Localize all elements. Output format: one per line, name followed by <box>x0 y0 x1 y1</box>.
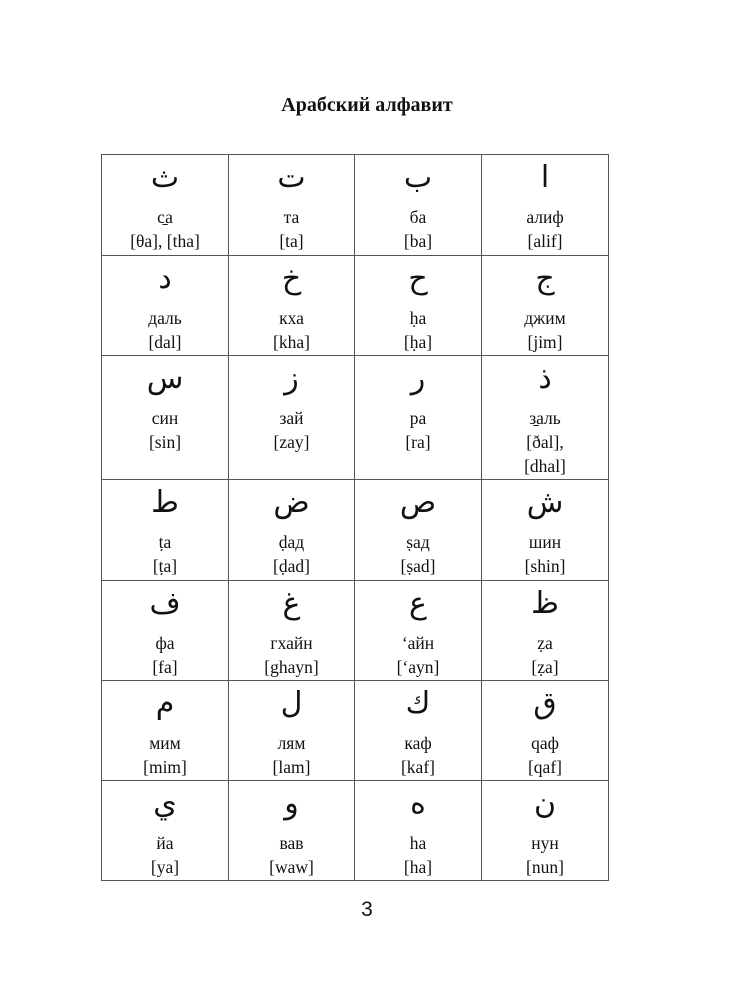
arabic-letter: و <box>284 786 299 821</box>
letter-transliteration: [qaf] <box>527 757 562 777</box>
letter-transliteration: [jim] <box>527 332 563 352</box>
arabic-letter: د <box>158 261 172 296</box>
arabic-letter: ز <box>284 361 299 396</box>
letter-cell <box>355 256 482 356</box>
arabic-letter: س <box>146 361 184 396</box>
arabic-letter: ه <box>410 786 426 821</box>
arabic-letter: ن <box>533 786 557 821</box>
letter-name: син <box>151 408 179 428</box>
letter-transliteration: [ẓa] <box>531 657 559 677</box>
letter-transliteration: [kaf] <box>400 757 435 777</box>
letter-cell <box>482 356 609 480</box>
letter-name: лям <box>277 733 306 753</box>
arabic-letter: ش <box>526 485 564 520</box>
letter-cell <box>355 155 482 256</box>
table-row <box>102 681 609 781</box>
letter-name: ẓа <box>537 633 553 653</box>
letter-name: фа <box>155 633 175 653</box>
letter-name: шин <box>528 532 562 552</box>
letter-cell <box>229 581 355 681</box>
letter-name: алиф <box>526 207 564 227</box>
letter-transliteration: [ya] <box>150 857 180 877</box>
letter-cell <box>102 681 229 781</box>
letter-cell <box>229 681 355 781</box>
arabic-letter: ض <box>273 485 310 520</box>
letter-transliteration: [sin] <box>148 432 182 452</box>
letter-transliteration: [ta] <box>279 231 304 251</box>
letter-name: ṣад <box>406 532 430 552</box>
letter-name: ба <box>409 207 427 227</box>
letter-cell <box>102 581 229 681</box>
arabic-letter: ث <box>150 160 180 195</box>
letter-name: ṭа <box>158 532 172 552</box>
alphabet-table <box>101 154 609 881</box>
letter-transliteration: [ḍad] <box>273 556 310 576</box>
letter-name: ‘айн <box>401 633 435 653</box>
letter-transliteration: [dal] <box>148 332 182 352</box>
letter-cell <box>229 480 355 581</box>
letter-cell <box>102 155 229 256</box>
letter-transliteration: [ba] <box>403 231 433 251</box>
letter-cell <box>102 256 229 356</box>
letter-name: гхайн <box>270 633 313 653</box>
arabic-letter: ب <box>403 160 433 195</box>
page-number: 3 <box>361 898 373 921</box>
letter-name: ha <box>409 833 427 853</box>
table-row <box>102 480 609 581</box>
arabic-letter: ك <box>405 686 431 721</box>
letter-name: йа <box>156 833 174 853</box>
letter-transliteration: [lam] <box>272 757 311 777</box>
arabic-letter: غ <box>282 586 301 621</box>
letter-cell <box>102 356 229 480</box>
letter-transliteration: [kha] <box>273 332 310 352</box>
letter-cell <box>355 781 482 881</box>
arabic-letter: ح <box>408 261 428 296</box>
letter-transliteration: [fa] <box>152 657 178 677</box>
arabic-letter: ص <box>399 485 437 520</box>
letter-name: нун <box>531 833 559 853</box>
letter-transliteration: [ha] <box>403 857 433 877</box>
table-row <box>102 256 609 356</box>
letter-cell <box>482 681 609 781</box>
arabic-letter: ذ <box>538 361 552 396</box>
letter-cell <box>229 256 355 356</box>
letter-name: джим <box>524 308 566 328</box>
letter-cell <box>355 356 482 480</box>
arabic-letter: ع <box>409 586 427 621</box>
letter-transliteration: [mim] <box>143 757 187 777</box>
letter-cell <box>102 480 229 581</box>
arabic-letter: خ <box>281 261 302 296</box>
arabic-letter: ا <box>540 160 550 195</box>
letter-transliteration: [zay] <box>273 432 310 452</box>
letter-transliteration: [ra] <box>405 432 431 452</box>
letter-cell <box>482 781 609 881</box>
letter-name: ḍад <box>278 532 305 552</box>
letter-cell <box>229 781 355 881</box>
letter-transliteration-alt: [dhal] <box>524 456 566 476</box>
letter-name: кха <box>279 308 304 328</box>
arabic-letter: ط <box>151 485 179 520</box>
letter-name: ра <box>409 408 427 428</box>
letter-cell <box>482 480 609 581</box>
letter-name: qаф <box>531 733 559 753</box>
letter-name: ḥа <box>409 308 427 328</box>
letter-cell <box>355 480 482 581</box>
letter-transliteration: [alif] <box>527 231 563 251</box>
arabic-letter: ف <box>149 586 181 621</box>
arabic-letter: ل <box>280 686 303 721</box>
letter-transliteration: [θa], [tha] <box>130 231 200 251</box>
letter-name: каф <box>404 733 432 753</box>
arabic-letter: ر <box>410 361 426 396</box>
table-row <box>102 155 609 256</box>
letter-name: с̱а <box>157 207 173 227</box>
letter-cell <box>355 581 482 681</box>
letter-transliteration: [shin] <box>524 556 566 576</box>
table-row <box>102 356 609 480</box>
table-row <box>102 581 609 681</box>
letter-transliteration: [ṣad] <box>400 556 436 576</box>
arabic-letter: ي <box>153 786 177 821</box>
letter-transliteration: [ghayn] <box>264 657 319 677</box>
letter-transliteration: [‘ayn] <box>396 657 440 677</box>
arabic-letter: ظ <box>531 586 559 621</box>
letter-transliteration: [ðal], <box>526 432 564 452</box>
letter-cell <box>229 155 355 256</box>
table-row <box>102 781 609 881</box>
letter-transliteration: [ṭa] <box>152 556 178 576</box>
letter-cell <box>229 356 355 480</box>
letter-cell <box>355 681 482 781</box>
letter-cell <box>482 581 609 681</box>
arabic-letter: ق <box>533 686 557 721</box>
arabic-letter: ت <box>277 160 306 195</box>
letter-name: мим <box>149 733 181 753</box>
letter-name: вав <box>279 833 304 853</box>
letter-name: даль <box>148 308 182 328</box>
letter-transliteration: [waw] <box>269 857 314 877</box>
letter-name: та <box>283 207 300 227</box>
letter-cell <box>482 155 609 256</box>
arabic-letter: ج <box>535 261 555 296</box>
letter-cell <box>102 781 229 881</box>
page-title: Арабский алфавит <box>281 94 453 116</box>
arabic-letter: م <box>155 686 175 721</box>
letter-cell <box>482 256 609 356</box>
letter-name: з̱аль <box>529 408 561 428</box>
letter-transliteration: [ḥa] <box>403 332 433 352</box>
letter-name: зай <box>279 408 304 428</box>
letter-transliteration: [nun] <box>526 857 564 877</box>
